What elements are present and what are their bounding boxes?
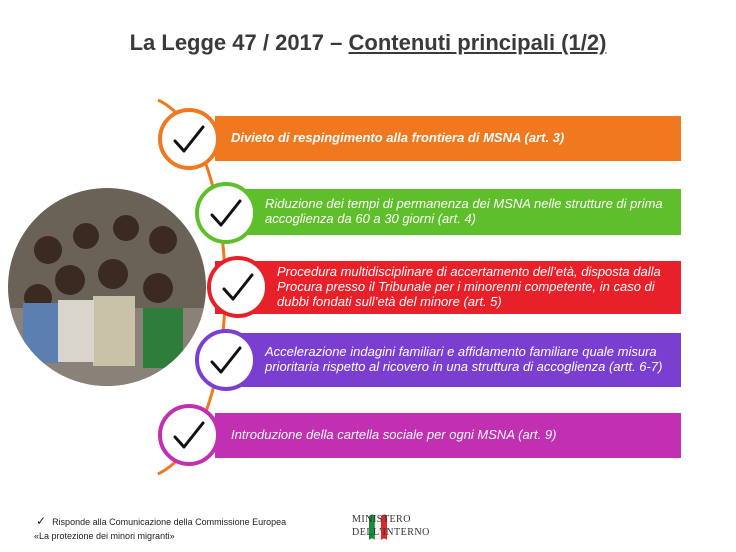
item-text-2: Riduzione dei tempi di permanenza dei MSNA nelle strutture di prima accoglienza da 60 a 30 giorni (art. 4) (265, 196, 663, 226)
item-bar-4 (215, 333, 681, 387)
title-main: La Legge 47 / 2017 – (129, 30, 349, 55)
checkmark-icon (172, 420, 206, 450)
item-bar-1 (215, 116, 681, 161)
check-circle-1 (158, 108, 220, 170)
logo-line-1: MINISTERO (352, 514, 411, 525)
logo-line-2: DELL’INTERNO (352, 527, 430, 538)
checkmark-icon (172, 124, 206, 154)
ministry-logo-text (352, 513, 430, 539)
footer-note (36, 514, 286, 543)
check-circle-2 (195, 182, 257, 244)
checkmark-icon (221, 272, 255, 302)
checkmark-icon (209, 345, 243, 375)
check-circle-5 (158, 404, 220, 466)
footer-line-1: Risponde alla Comunicazione della Commissione Europea (52, 517, 287, 527)
item-bar-5 (215, 413, 681, 458)
item-text-1: Divieto di respingimento alla frontiera di MSNA (art. 3) (231, 130, 565, 146)
checkmark-icon (209, 198, 243, 228)
footer-line-2: «La protezione dei minori migranti» (34, 531, 175, 541)
check-circle-3 (207, 256, 269, 318)
check-icon: ✓ (36, 514, 47, 528)
item-bar-3 (215, 261, 681, 314)
check-circle-4 (195, 329, 257, 391)
children-photo (8, 188, 206, 386)
item-text-4: Accelerazione indagini familiari e affidamento familiare quale misura prioritaria rispetto al ricovero in una struttura di accoglienza (artt. 6-7) (265, 344, 663, 374)
item-text-3: Procedura multidisciplinare di accertamento dell’età, disposta dalla Procura presso il Tribunale per i minorenni competente, in caso di dubbi fondati sull’età del minore (art. 5) (277, 264, 661, 309)
item-text-5: Introduzione della cartella sociale per ogni MSNA (art. 9) (231, 427, 557, 443)
item-bar-2 (215, 189, 681, 235)
title-underlined: Contenuti principali (1/2) (348, 30, 607, 55)
